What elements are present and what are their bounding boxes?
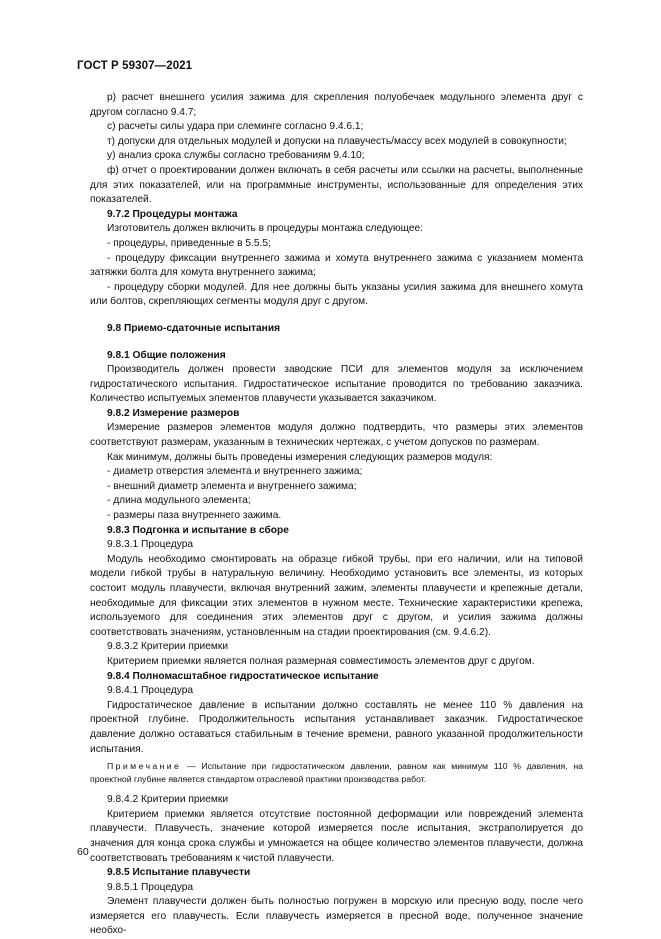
paragraph: Элемент плавучести должен быть полностью погружен в морскую или пресную воду, после чего измеряется его плавучесть. Если плавучесть измеряется в пресной воде, полученное значение необхо- bbox=[90, 896, 583, 937]
paragraph: Измерение размеров элементов модуля должно подтвердить, что размеры этих элементов соответствуют размерам, указанным в технических чертежах, с учетом допусков по размерам. bbox=[90, 422, 583, 449]
bullet-item: - процедуру фиксации внутреннего зажима и хомута внутреннего зажима с указанием момента затяжки болта для хомута внутреннего зажима; bbox=[90, 252, 583, 279]
bullet-item: - диаметр отверстия элемента и внутреннего зажима; bbox=[107, 466, 363, 478]
list-item-u: у) анализ срока службы согласно требованиям 9.4.10; bbox=[107, 150, 365, 162]
bullet-item: - размеры паза внутреннего зажима. bbox=[107, 510, 282, 522]
paragraph: Как минимум, должны быть проведены измерения следующих размеров модуля: bbox=[107, 451, 493, 463]
heading-9-8-4: 9.8.4 Полномасштабное гидростатическое испытание bbox=[107, 670, 379, 682]
heading-9-8-3: 9.8.3 Подгонка и испытание в сборе bbox=[107, 524, 289, 536]
list-item-f: ф) отчет о проектировании должен включать в себя расчеты или ссылки на расчеты, выполненные для этих показателей, или на программные инструменты, использованные для определения этих показателей. bbox=[90, 164, 583, 206]
heading-9-7-2: 9.7.2 Процедуры монтажа bbox=[107, 208, 238, 220]
note-label: Примечание bbox=[107, 761, 182, 772]
paragraph: Модуль необходимо смонтировать на образце гибкой трубы, при его наличии, или на типовой модели гибкой трубы в натуральную величину. Необходимо установить все элементы, из которых состоит модуль плавучести, включая внутренний зажим, элементы плавучести и крепежные детали, необходимые для фиксации этих элементов в нужном месте. Технические характеристики крепежа, используемого для соединения этих элементов друг с другом, и усилия зажима должны соответствовать значениям, установленным на стадии проектирования (см. 9.4.6.2). bbox=[90, 553, 583, 638]
paragraph: Гидростатическое давление в испытании должно составлять не менее 110 % давления на проектной глубине. Продолжительность испытания устанавливает заказчик. Гидростатическое давление должно оставаться стабильным в течение времени, равного указанной продолжительности испытания. bbox=[90, 699, 583, 755]
heading-9-8-1: 9.8.1 Общие положения bbox=[107, 349, 226, 361]
subheading-9-8-4-1: 9.8.4.1 Процедура bbox=[107, 685, 194, 697]
subheading-9-8-5-1: 9.8.5.1 Процедура bbox=[107, 881, 194, 893]
subheading-9-8-3-2: 9.8.3.2 Критерии приемки bbox=[107, 641, 229, 653]
heading-9-8-2: 9.8.2 Измерение размеров bbox=[107, 407, 240, 419]
note-text: — Испытание при гидростатическом давлении, равном как минимум 110 % давления, на проектной глубине является стандартом отраслевой практики производства работ. bbox=[90, 761, 583, 785]
heading-9-8-5: 9.8.5 Испытание плавучести bbox=[107, 867, 251, 879]
subheading-9-8-4-2: 9.8.4.2 Критерии приемки bbox=[107, 794, 229, 806]
subheading-9-8-3-1: 9.8.3.1 Процедура bbox=[107, 539, 194, 551]
note bbox=[90, 760, 583, 786]
paragraph: Производитель должен провести заводские ПСИ для элементов модуля за исключением гидростатического испытания. Гидростатическое испытание проводится по требованию заказчика. Количество испытуемых элементов плавучести указывается заказчиком. bbox=[90, 364, 583, 405]
bullet-item: - внешний диаметр элемента и внутреннего зажима; bbox=[107, 480, 357, 492]
list-item-r: р) расчет внешнего усилия зажима для скрепления полуобечаек модульного элемента друг с другом согласно 9.4.7; bbox=[90, 92, 583, 118]
paragraph: Критерием приемки является отсутствие постоянной деформации или повреждений элемента плавучести. Плавучесть, значение которой измеряется после испытания, экстраполируется до значения для конца срока службы и умножается на общее количество элементов плавучести, должна соответствовать требованиям к чистой плавучести. bbox=[90, 808, 583, 864]
bullet-item: - процедуру сборки модулей. Для нее должны быть указаны усилия зажима для внешнего хомута или болтов, скрепляющих сегменты модуля друг с другом. bbox=[90, 281, 583, 308]
document-header: ГОСТ Р 59307—2021 bbox=[77, 60, 193, 72]
bullet-item: - процедуры, приведенные в 5.5.5; bbox=[107, 237, 271, 249]
heading-9-8: 9.8 Приемо-сдаточные испытания bbox=[107, 322, 281, 334]
list-item-s: с) расчеты силы удара при слеминге согласно 9.4.6.1; bbox=[107, 121, 364, 133]
paragraph: Изготовитель должен включить в процедуры монтажа следующее: bbox=[107, 223, 424, 235]
paragraph: Критерием приемки является полная размерная совместимость элементов друг с другом. bbox=[107, 655, 535, 667]
bullet-item: - длина модульного элемента; bbox=[107, 495, 251, 507]
page-body bbox=[90, 91, 583, 939]
list-item-t: т) допуски для отдельных модулей и допуски на плавучесть/массу всех модулей в совокупности; bbox=[107, 135, 567, 147]
page-number: 60 bbox=[77, 846, 89, 858]
